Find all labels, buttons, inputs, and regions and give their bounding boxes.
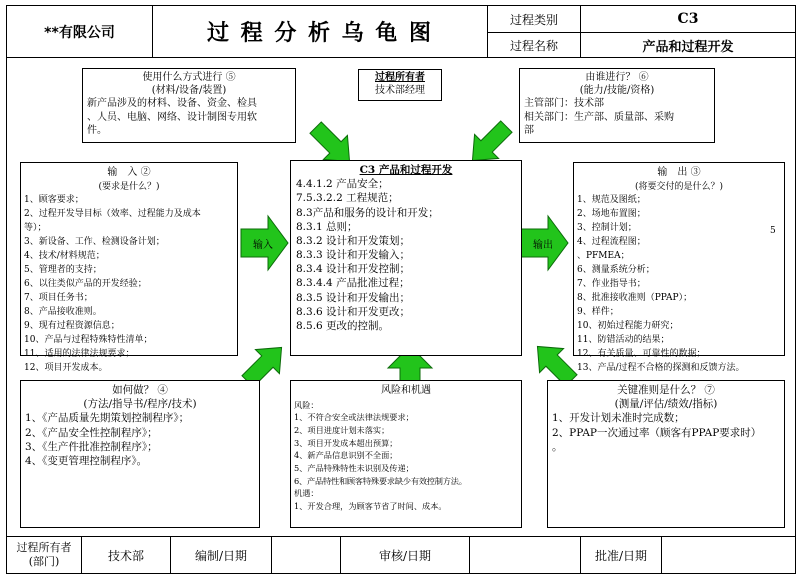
output-item: 6、测量系统分析； — [577, 265, 655, 276]
footer-owner-value-cell — [81, 536, 171, 574]
how-box — [20, 380, 260, 528]
risk-title: 风险和机遇 — [381, 385, 431, 396]
output-item: 2、场地布置图； — [577, 209, 646, 220]
output-item: 1、规范及图纸； — [577, 195, 646, 206]
how-item: 4、《变更管理控制程序》。 — [25, 454, 148, 467]
name-value: 产品和过程开发 — [642, 39, 734, 55]
output-item: 10、初始过程能力研究； — [577, 320, 679, 331]
who-box — [519, 68, 715, 143]
output-item: 12、有关质量、可靠性的数据； — [577, 348, 706, 359]
resources-subtitle: (材料/设备/装置) — [151, 85, 227, 97]
criteria-title: 关键准则是什么？ ⑦ — [617, 384, 715, 396]
category-value: C3 — [677, 11, 699, 27]
risk-item: 4、新产品信息识别不全面； — [294, 450, 398, 461]
criteria-item: 1、开发计划未准时完成数； — [552, 412, 685, 425]
input-item: 1、顾客要求； — [24, 195, 84, 206]
process-item: 7.5.3.2.2 工程规范； — [296, 192, 399, 205]
owner-value: 技术部经理 — [375, 85, 425, 97]
arrow-input-label: 输入 — [253, 240, 273, 251]
company-name: **有限公司 — [44, 24, 115, 41]
input-item: 3、新设备、工作、检测设备计划； — [24, 237, 165, 248]
who-line: 主管部门：技术部 — [524, 98, 604, 110]
risk-item: 2、项目进度计划未落实； — [294, 424, 390, 435]
process-item: 8.3.1 总则； — [296, 220, 358, 233]
risk-box — [290, 380, 522, 528]
how-item: 2、《产品安全性控制程序》； — [25, 426, 158, 439]
criteria-item: 2、PPAP一次通过率（顾客有PPAP要求时） — [552, 426, 762, 439]
risk-item: 3、项目开发成本超出预算； — [294, 437, 398, 448]
input-box — [20, 162, 238, 373]
page-title: 过 程 分 析 乌 龟 图 — [207, 20, 433, 46]
criteria-subtitle: (测量/评估/绩效/指标) — [614, 398, 718, 411]
how-title: 如何做？ ④ — [112, 384, 168, 396]
output-item: 、PFMEA； — [577, 251, 630, 262]
risk-item: 1、不符合安全或法律法规要求； — [294, 412, 414, 423]
resources-title: 使用什么方式进行 ⑤ — [142, 72, 236, 83]
footer-edit-label: 编制/日期 — [194, 548, 248, 563]
risk-item: 机遇： — [294, 488, 319, 499]
risk-item: 5、产品特殊特性未识别及传递； — [294, 463, 414, 474]
who-line: 部 — [524, 124, 534, 136]
output-item: 4、过程流程图； — [577, 237, 646, 248]
process-item: 4.4.1.2 产品安全； — [296, 178, 389, 191]
input-item: 11、适用的法律法规要求； — [24, 348, 135, 359]
footer-owner-label: 过程所有者 (部门) — [16, 540, 72, 568]
resources-line: 件。 — [87, 124, 107, 136]
name-label: 过程名称 — [509, 38, 558, 53]
footer-owner-value: 技术部 — [107, 548, 144, 563]
footer-review-label: 审核/日期 — [378, 548, 432, 563]
process-item: 8.5.6 更改的控制。 — [296, 319, 390, 332]
who-line: 相关部门：生产部、质量部、采购 — [524, 111, 674, 123]
output-subtitle: (将要交付的是什么？) — [634, 181, 724, 192]
resources-box — [82, 68, 296, 143]
criteria-item: 。 — [552, 440, 563, 453]
process-box — [290, 160, 522, 356]
output-item: 11、防错活动的结果； — [577, 334, 670, 345]
input-item: 7、项目任务书； — [24, 293, 93, 303]
footer-approve-label: 批准/日期 — [594, 548, 648, 563]
resources-line: 、人员、电脑、网络、设计制图专用软 — [87, 111, 257, 123]
how-item: 3、《生产件批准控制程序》； — [25, 440, 158, 453]
process-item: 8.3.5 设计和开发输出； — [296, 291, 411, 304]
output-item: 8、批准接收准则（PPAP）； — [577, 293, 693, 303]
input-item: 10、产品与过程特殊特性清单； — [24, 334, 153, 345]
input-item: 6、以往类似产品的开发经验； — [24, 279, 147, 290]
footer-owner-label-cell — [6, 536, 82, 574]
process-item: 8.3.4 设计和开发控制； — [296, 263, 411, 276]
footer-edit-label-cell — [170, 536, 272, 574]
who-title: 由谁进行？ ⑥ — [585, 72, 649, 83]
input-item: 9、现有过程资源信息； — [24, 320, 120, 331]
resources-line: 新产品涉及的材料、设备、资金、检具 — [87, 98, 257, 110]
how-subtitle: (方法/指导书/程序/技术) — [83, 398, 197, 411]
input-item: 12、项目开发成本。 — [24, 362, 108, 373]
risk-item: 风险： — [294, 399, 319, 410]
process-item: 8.3.2 设计和开发策划； — [296, 234, 411, 247]
output-stray-number: 5 — [770, 226, 776, 236]
footer-approve-label-cell — [580, 536, 662, 574]
process-item: 8.3.3 设计和开发输入； — [296, 249, 411, 262]
arrow-output-label: 输出 — [533, 240, 553, 251]
input-title: 输 入 ② — [107, 167, 151, 178]
input-item: 5、管理者的支持； — [24, 265, 102, 276]
input-item: 等）； — [24, 223, 47, 234]
footer-edit-value-cell — [271, 536, 341, 574]
owner-title: 过程所有者 — [375, 72, 425, 83]
process-title: C3 产品和过程开发 — [359, 164, 453, 176]
output-item: 13、产品/过程不合格的探测和反馈方法。 — [577, 362, 745, 373]
output-box — [573, 162, 785, 373]
footer-review-value-cell — [469, 536, 581, 574]
output-item: 7、作业指导书； — [577, 279, 646, 290]
input-subtitle: (要求是什么？) — [98, 181, 160, 192]
output-item: 3、控制计划； — [577, 223, 637, 234]
footer-approve-value-cell — [661, 536, 796, 574]
process-item: 8.3.4.4 产品批准过程； — [296, 277, 410, 290]
category-label: 过程类别 — [509, 12, 558, 27]
owner-box — [358, 69, 442, 101]
risk-item: 1、开发合理，为顾客节省了时间、成本。 — [294, 501, 447, 512]
output-item: 9、样件； — [577, 306, 619, 317]
input-item: 8、产品接收准则。 — [24, 306, 102, 317]
footer-review-label-cell — [340, 536, 470, 574]
who-subtitle: (能力/技能/资格) — [579, 85, 655, 97]
output-title: 输 出 ③ — [657, 167, 701, 178]
process-item: 8.3.6 设计和开发更改； — [296, 305, 411, 318]
how-item: 1、《产品质量先期策划控制程序》； — [25, 412, 190, 425]
process-item: 8.3产品和服务的设计和开发； — [296, 206, 439, 219]
input-item: 2、过程开发导目标（效率、过程能力及成本 — [24, 209, 201, 220]
risk-item: 6、产品特性和顾客特殊要求缺少有效控制方法。 — [294, 475, 467, 486]
criteria-box — [547, 380, 785, 528]
input-item: 4、技术/材料规范； — [24, 251, 105, 262]
